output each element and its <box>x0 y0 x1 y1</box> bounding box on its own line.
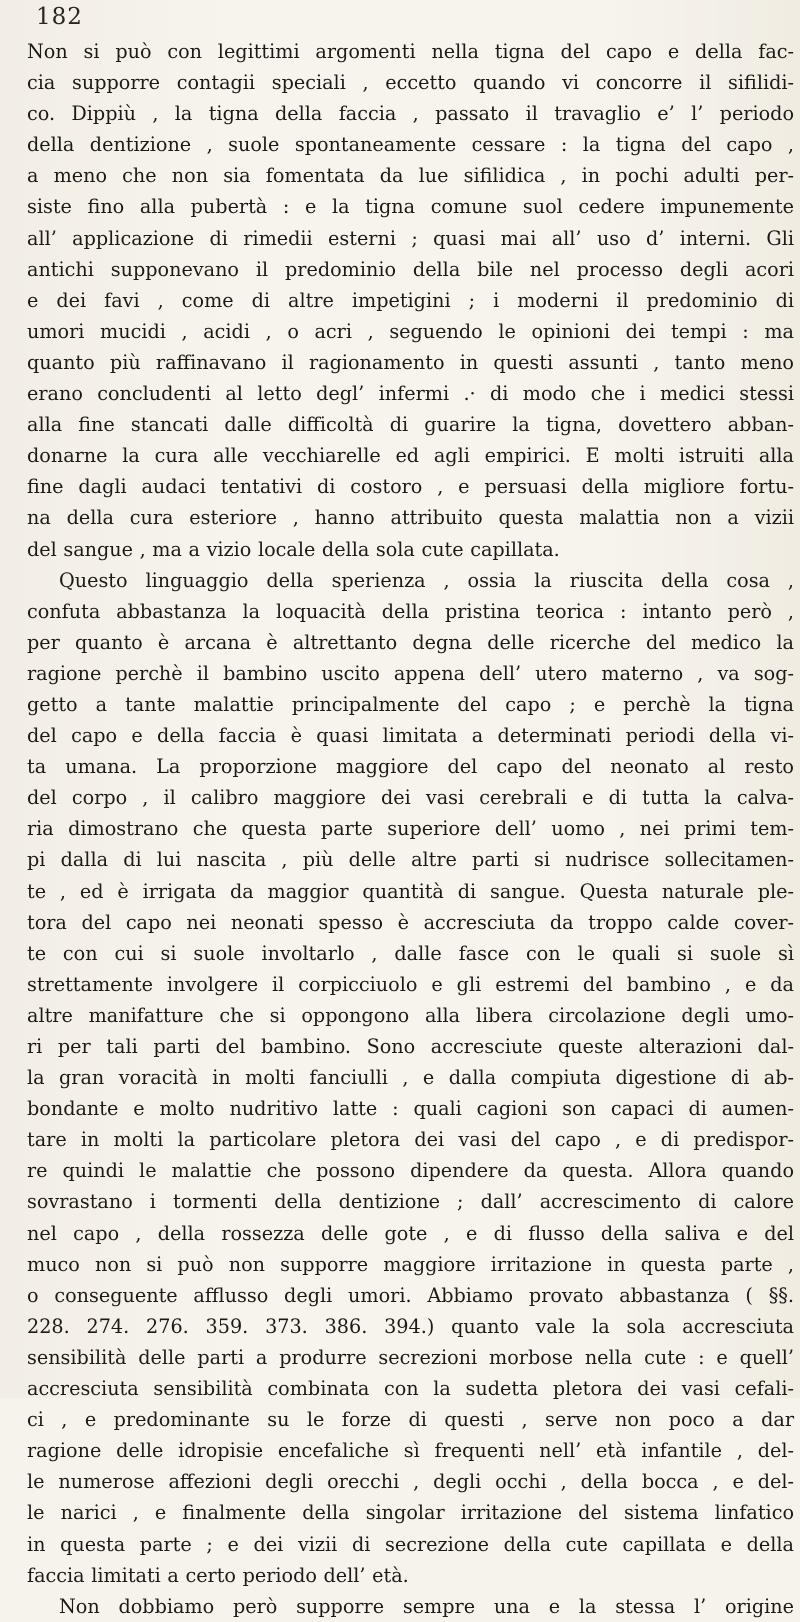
text-line: ragione perchè il bambino uscito appena dell’ utero materno , va sog- <box>27 661 794 685</box>
text-line: confuta abbastanza la loquacità della pristina teorica : intanto però , <box>27 599 794 623</box>
text-line: ria dimostrano che questa parte superiore dell’ uomo , nei primi tem- <box>27 817 794 841</box>
text-line: del corpo , il calibro maggiore dei vasi cerebrali e di tutta la calva- <box>27 786 794 810</box>
text-line: fine dagli audaci tentativi di costoro , e persuasi della migliore fortu- <box>27 475 794 499</box>
text-line: tare in molti la particolare pletora dei vasi del capo , e di predispor- <box>27 1128 794 1152</box>
text-line: sensibilità delle parti a produrre secrezioni morbose nella cute : e quell’ <box>27 1345 794 1369</box>
text-line: pi dalla di lui nascita , più delle altre parti si nudrisce sollecitamen- <box>27 848 794 872</box>
text-line: siste fino alla pubertà : e la tigna comune suol cedere impunemente <box>27 195 794 219</box>
text-line: cia supporre contagii speciali , eccetto quando vi concorre il sifilidi- <box>27 71 794 95</box>
page-number: 182 <box>36 4 83 30</box>
text-line: tora del capo nei neonati spesso è accresciuta da troppo calde cover- <box>27 910 794 934</box>
text-line: in questa parte ; e dei vizii di secrezione della cute capillata e della <box>27 1532 794 1556</box>
text-line: a meno che non sia fomentata da lue sifilidica , in pochi adulti per- <box>27 164 794 188</box>
text-line: ri per tali parti del bambino. Sono accresciute queste alterazioni dal- <box>27 1035 794 1058</box>
text-line: umori mucidi , acidi , o acri , seguendo le opinioni dei tempi : ma <box>27 319 794 343</box>
paragraph-start-line: Questo linguaggio della sperienza , ossia la riuscita della cosa , <box>59 568 794 592</box>
text-line: getto a tante malattie principalmente del capo ; e perchè la tigna <box>27 692 794 716</box>
text-line: ci , e predominante su le forze di questi , serve non poco a dar <box>27 1408 794 1432</box>
text-line: na della cura esteriore , hanno attribuito questa malattia non a vizii <box>27 506 794 530</box>
text-line: bondante e molto nudritivo latte : quali cagioni son capaci di aumen- <box>27 1097 794 1121</box>
text-line: del capo e della faccia è quasi limitata a determinati periodi della vi- <box>27 724 794 748</box>
text-line: erano concludenti al letto degl’ infermi .· di modo che i medici stessi <box>27 382 794 406</box>
text-line: antichi supponevano il predominio della bile nel processo degli acori <box>27 257 794 281</box>
text-line: donarne la cura alle vecchiarelle ed agli empirici. E molti istruiti alla <box>27 444 794 468</box>
paragraph-end-line: del sangue , ma a vizio locale della sola cute capillata. <box>27 537 560 561</box>
text-line: ta umana. La proporzione maggiore del capo del neonato al resto <box>27 755 794 779</box>
text-line: 228. 274. 276. 359. 373. 386. 394.) quanto vale la sola accresciuta <box>27 1314 794 1338</box>
text-line: re quindi le malattie che possono dipendere da questa. Allora quando <box>27 1159 794 1183</box>
text-line: accresciuta sensibilità combinata con la sudetta pletora dei vasi cefali- <box>27 1377 794 1401</box>
text-line: della dentizione , suole spontaneamente cessare : la tigna del capo , <box>27 133 794 157</box>
text-line: sovrastano i tormenti della dentizione ; dall’ accrescimento di calore <box>27 1190 794 1214</box>
text-line: quanto più raffinavano il ragionamento in questi assunti , tanto meno <box>27 350 794 374</box>
text-line: ragione delle idropisie encefaliche sì frequenti nell’ età infantile , del- <box>27 1439 794 1463</box>
text-line: te , ed è irrigata da maggior quantità di sangue. Questa naturale ple- <box>27 879 794 903</box>
paragraph-end-line: faccia limitati a certo periodo dell’ età. <box>27 1563 409 1587</box>
text-line: nel capo , della rossezza delle gote , e di flusso della saliva e del <box>27 1221 794 1245</box>
text-line: te con cui si suole involtarlo , dalle fasce con le quali si suole sì <box>27 941 794 965</box>
body-text <box>27 36 794 1622</box>
text-line: Non si può con legittimi argomenti nella tigna del capo e della fac- <box>27 40 794 63</box>
text-line: le narici , e finalmente della singolar irritazione del sistema linfatico <box>27 1501 794 1525</box>
text-line: co. Dippiù , la tigna della faccia , passato il travaglio e’ l’ periodo <box>27 102 794 126</box>
text-line: alla fine stancati dalle difficoltà di guarire la tigna, dovettero abban- <box>27 413 794 437</box>
text-line: all’ applicazione di rimedii esterni ; quasi mai all’ uso d’ interni. Gli <box>27 226 794 250</box>
text-line: per quanto è arcana è altrettanto degna delle ricerche del medico la <box>27 630 794 654</box>
text-line: strettamente involgere il corpicciuolo e gli estremi del bambino , e da <box>27 972 794 996</box>
text-line: altre manifatture che si oppongono alla libera circolazione degli umo- <box>27 1003 794 1027</box>
text-line: la gran voracità in molti fanciulli , e dalla compiuta digestione di ab- <box>27 1066 794 1090</box>
text-line: muco non si può non supporre maggiore irritazione in questa parte , <box>27 1252 794 1276</box>
text-line: le numerose affezioni degli orecchi , degli occhi , della bocca , e del- <box>27 1470 794 1494</box>
text-line: e dei favi , come di altre impetigini ; i moderni il predominio di <box>27 288 794 312</box>
paragraph-start-line: Non dobbiamo però supporre sempre una e la stessa l’ origine <box>59 1594 794 1618</box>
text-line: o conseguente afflusso degli umori. Abbiamo provato abbastanza ( §§. <box>27 1283 794 1307</box>
